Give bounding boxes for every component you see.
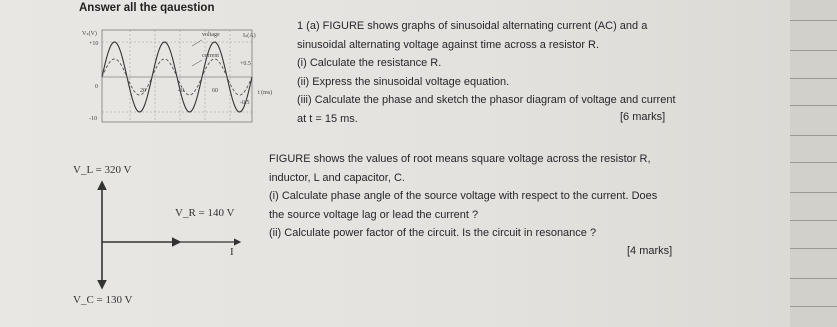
question-1-line: at t = 15 ms. (297, 112, 358, 125)
question-2-marks: [4 marks] (627, 245, 673, 257)
time-axis-label: t (ms) (258, 90, 273, 96)
question-2-line: inductor, L and capacitor, C. (269, 171, 405, 184)
question-2-text (269, 150, 657, 243)
question-1-marks: [6 marks] (620, 111, 666, 123)
question-1-line: (iii) Calculate the phase and sketch the phasor diagram of voltage and current (297, 94, 676, 106)
vc-label: V_C = 130 V (73, 294, 133, 306)
current-tick-bottom: -0.5 (240, 100, 250, 106)
question-2-line: the source voltage lag or lead the current ? (269, 208, 479, 221)
current-tick-top: +0.5 (240, 61, 251, 67)
current-axis-label: Iₛ(A) (243, 33, 256, 39)
voltage-axis-label: Vₛ(V) (82, 31, 97, 37)
current-curve-label: current (202, 53, 219, 59)
page-edge (790, 0, 837, 327)
voltage-tick-bottom: -10 (89, 116, 97, 122)
vr-label: V_R = 140 V (175, 207, 235, 219)
page-heading: Answer all the qauestion (79, 2, 215, 14)
vl-label: V_L = 320 V (73, 164, 132, 176)
time-tick-40: 40 (178, 88, 184, 94)
question-2-line: FIGURE shows the values of root means square voltage across the resistor R, (269, 153, 651, 165)
current-pointer (192, 60, 202, 66)
voltage-curve-label: voltage (202, 32, 220, 38)
question-2-line: (ii) Calculate power factor of the circuit. Is the circuit in resonance ? (269, 227, 597, 239)
question-1-line: 1 (a) FIGURE shows graphs of sinusoidal alternating current (AC) and a (297, 20, 648, 32)
voltage-tick-top: +10 (89, 41, 99, 47)
question-1-text (297, 17, 676, 128)
time-tick-20: 20 (140, 88, 146, 94)
voltage-tick-zero: 0 (95, 84, 98, 90)
time-tick-60: 60 (212, 88, 218, 94)
voltage-pointer (192, 40, 202, 46)
question-1-line: sinusoidal alternating voltage against time across a resistor R. (297, 38, 600, 51)
current-label: I (230, 246, 234, 258)
ac-waveform-graph (80, 22, 280, 132)
question-2-line: (i) Calculate phase angle of the source voltage with respect to the current. Does (269, 190, 658, 202)
question-1-line: (i) Calculate the resistance R. (297, 57, 442, 69)
question-1-line: (ii) Express the sinusoidal voltage equation. (297, 75, 510, 88)
